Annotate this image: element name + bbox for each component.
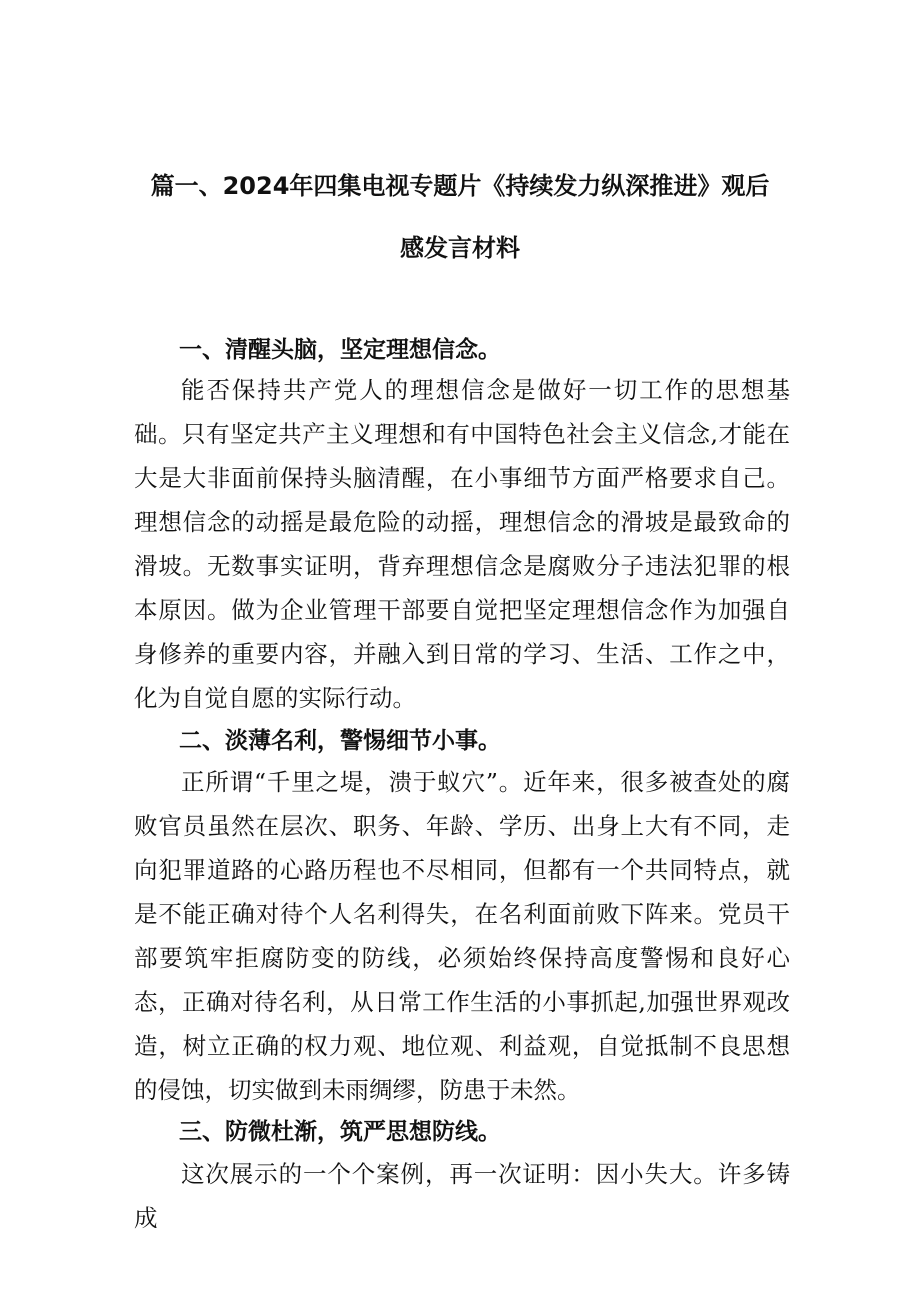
section-3-heading: 三、防微杜渐，筑严思想防线。	[179, 1119, 501, 1145]
document-title-line-1: 篇一、2024年四集电视专题片《持续发力纵深推进》观后	[150, 172, 770, 200]
section-1-paragraph: 能否保持共产党人的理想信念是做好一切工作的思想基础。只有坚定共产主义理想和有中国特色社会主义信念,才能在大是大非面前保持头脑清醒，在小事细节方面严格要求自己。理想信念的动摇是最危险的动摇，理想信念的滑坡是最致命的滑坡。无数事实证明，背弃理想信念是腐败分子违法犯罪的根本原因。做为企业管理干部要自觉把坚定理想信念作为加强自身修养的重要内容，并融入到日常的学习、生活、工作之中，化为自觉自愿的实际行动。	[134, 376, 790, 712]
section-1-heading: 一、清醒头脑，坚定理想信念。	[179, 337, 501, 363]
section-2-paragraph: 正所谓“千里之堤，溃于蚁穴”。近年来，很多被查处的腐败官员虽然在层次、职务、年龄、学历、出身上大有不同，走向犯罪道路的心路历程也不尽相同，但都有一个共同特点，就是不能正确对待个人名利得失，在名利面前败下阵来。党员干部要筑牢拒腐防变的防线，必须始终保持高度警惕和良好心态，正确对待名利，从日常工作生活的小事抓起,加强世界观改造，树立正确的权力观、地位观、利益观，自觉抵制不良思想的侵蚀，切实做到未雨绸缪，防患于未然。	[134, 768, 790, 1104]
document-title-line-2: 感发言材料	[400, 234, 520, 262]
section-2-heading: 二、淡薄名利，警惕细节小事。	[179, 728, 501, 754]
section-3-paragraph: 这次展示的一个个案例，再一次证明：因小失大。许多铸成	[134, 1160, 790, 1232]
